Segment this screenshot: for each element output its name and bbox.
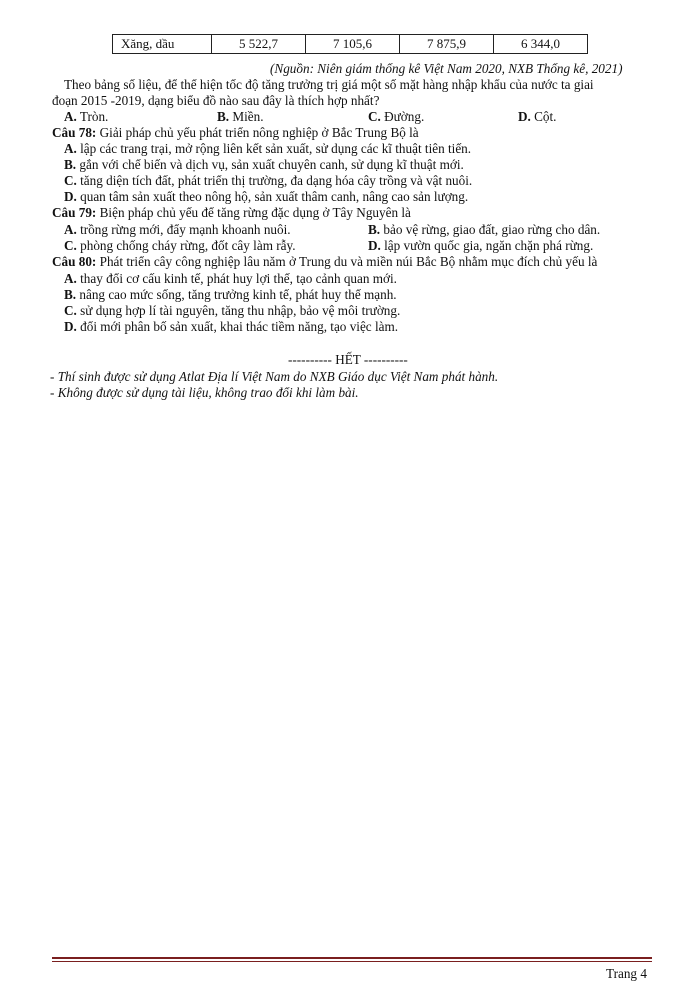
footer-rule-thin — [52, 961, 652, 962]
q77-option-d: D. Cột. — [518, 109, 557, 124]
q78-stem: Câu 78: Giải pháp chủ yếu phát triển nông nghiệp ở Bắc Trung Bộ là — [52, 125, 419, 140]
q80-stem: Câu 80: Phát triển cây công nghiệp lâu năm ở Trung du và miền núi Bắc Bộ nhằm mục đích chủ yếu là — [52, 254, 598, 269]
q79-option-b: B. bảo vệ rừng, giao đất, giao rừng cho dân. — [368, 222, 601, 237]
q80-option-d: D. đổi mới phân bố sản xuất, khai thác tiềm năng, tạo việc làm. — [64, 319, 399, 334]
q79-option-c: C. phòng chống cháy rừng, đốt cây làm rẫy. — [64, 238, 296, 253]
q78-option-a: A. lập các trang trại, mở rộng liên kết sản xuất, sử dụng các kĩ thuật tiên tiến. — [64, 141, 472, 156]
table-cell: 6 344,0 — [494, 35, 588, 54]
q79-option-a: A. trồng rừng mới, đẩy mạnh khoanh nuôi. — [64, 222, 291, 237]
q78-option-d: D. quan tâm sản xuất theo nông hộ, sản xuất thâm canh, nâng cao sản lượng. — [64, 189, 469, 204]
q80-option-a: A. thay đổi cơ cấu kinh tế, phát huy lợi thế, tạo cảnh quan mới. — [64, 271, 397, 286]
q77-intro-line1: Theo bảng số liệu, để thể hiện tốc độ tăng trưởng trị giá một số mặt hàng nhập khẩu của nước ta giai — [64, 77, 594, 92]
q77-option-a: A. Tròn. — [64, 109, 109, 124]
q79-option-d: D. lập vườn quốc gia, ngăn chặn phá rừng. — [368, 238, 594, 253]
q78-option-b: B. gắn với chế biến và dịch vụ, sản xuất chuyên canh, sử dụng kĩ thuật mới. — [64, 157, 464, 172]
table-cell: 7 875,9 — [400, 35, 494, 54]
q77-option-b: B. Miền. — [217, 109, 264, 124]
row-label: Xăng, dầu — [113, 35, 212, 54]
q78-option-c: C. tăng diện tích đất, phát triển thị trường, đa dạng hóa cây trồng và vật nuôi. — [64, 173, 473, 188]
q80-option-c: C. sử dụng hợp lí tài nguyên, tăng thu nhập, bảo vệ môi trường. — [64, 303, 401, 318]
q79-stem: Câu 79: Biện pháp chủ yếu để tăng rừng đặc dụng ở Tây Nguyên là — [52, 205, 411, 220]
q80-option-b: B. nâng cao mức sống, tăng trưởng kinh tế, phát huy thế mạnh. — [64, 287, 397, 302]
end-marker: ---------- HẾT ---------- — [288, 352, 408, 367]
table-row — [113, 35, 588, 54]
page-number: Trang 4 — [606, 966, 647, 981]
import-value-table — [112, 34, 588, 54]
footer-rule — [52, 957, 652, 959]
table-source: (Nguồn: Niên giám thống kê Việt Nam 2020, NXB Thống kê, 2021) — [270, 61, 623, 76]
q77-intro-line2: đoạn 2015 -2019, dạng biểu đồ nào sau đây là thích hợp nhất? — [52, 93, 380, 108]
q77-option-c: C. Đường. — [368, 109, 425, 124]
note-no-materials: - Không được sử dụng tài liệu, không trao đổi khi làm bài. — [50, 385, 359, 400]
note-atlas: - Thí sinh được sử dụng Atlat Địa lí Việt Nam do NXB Giáo dục Việt Nam phát hành. — [50, 369, 499, 384]
table-cell: 7 105,6 — [306, 35, 400, 54]
table-cell: 5 522,7 — [212, 35, 306, 54]
